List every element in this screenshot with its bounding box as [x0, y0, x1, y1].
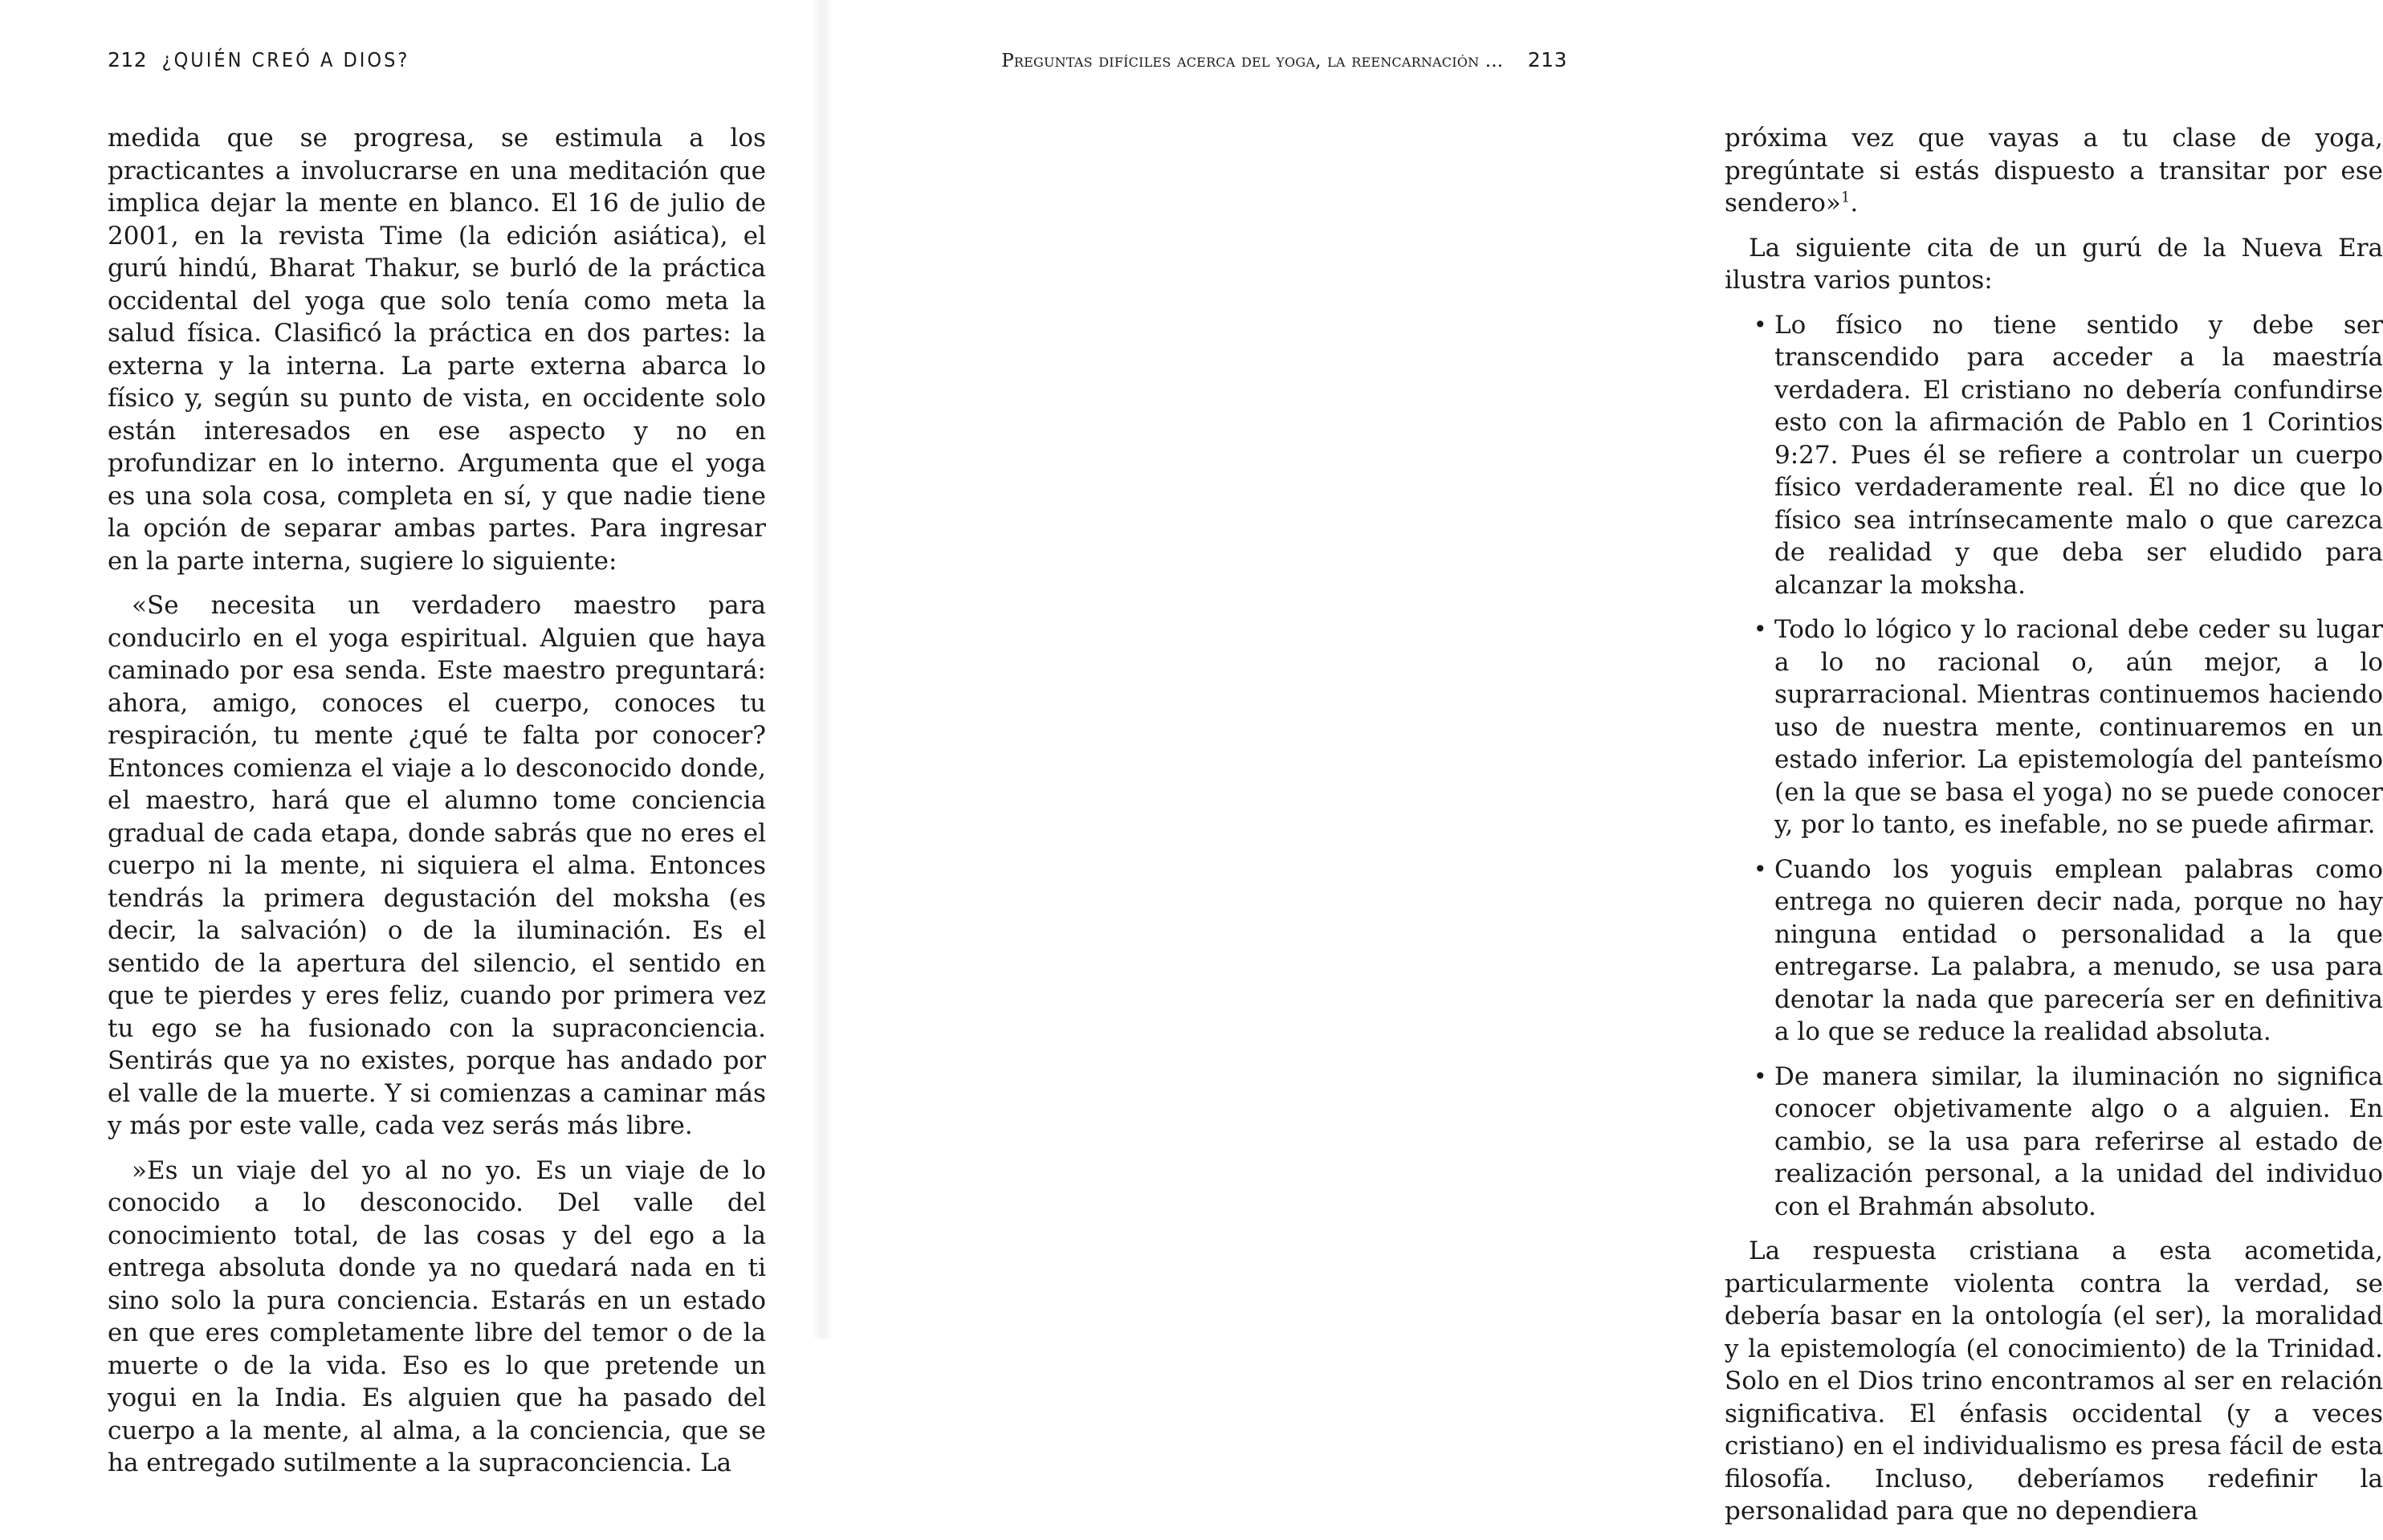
bullet-icon: •	[1754, 1062, 1767, 1090]
right-page	[822, 0, 2383, 1526]
bullet-text-1: Lo físico no tiene sentido y debe ser transcendido para acceder a la maestría verdadera. El cristiano no debería confundirse esto con la afirmación de Pablo en 1 Corintios 9:27. Pues él se refiere a controlar un cuerpo físico verdaderamente real. Él no dice que lo físico sea intrínsecamente malo o que carezca de realidad y que deba ser eludido para alcanzar la moksha.	[1774, 310, 2383, 600]
right-paragraph-2: La siguiente cita de un gurú de la Nueva Era ilustra varios puntos:	[1725, 233, 2383, 295]
left-paragraph-2: «Se necesita un verdadero maestro para conducirlo en el yoga espiritual. Alguien que haya caminado por esa senda. Este maestro preguntará: ahora, amigo, conoces el cuerpo, conoces tu respiración, tu mente ¿qué te falta por conocer? Entonces comienza el viaje a lo desconocido donde, el maestro, hará que el alumno tome conciencia gradual de cada etapa, donde sabrás que no eres el cuerpo ni la mente, ni siquiera el alma. Entonces tendrás la primera degustación del moksha (es decir, la salvación) o de la iluminación. Es el sentido de la apertura del silencio, el sentido en que te pierdes y eres feliz, cuando por primera vez tu ego se ha fusionado con la supraconciencia. Sentirás que ya no existes, porque has andado por el valle de la muerte. Y si comienzas a caminar más y más por este valle, cada vez serás más libre.	[108, 591, 766, 1140]
bullet-icon: •	[1754, 616, 1767, 642]
bullet-icon: •	[1754, 855, 1767, 882]
bullet-icon: •	[1754, 311, 1767, 338]
left-paragraph-1: medida que se progresa, se estimula a los practicantes a involucrarse en una meditación que implica dejar la mente en blanco. El 16 de julio de 2001, en la revista Time (la edición asiática), el gurú hindú, Bharat Thakur, se burló de la práctica occidental del yoga que solo tenía como meta la salud física. Clasificó la práctica en dos partes: la externa y la interna. La parte externa abarca lo físico y, según su punto de vista, en occidente solo están interesados en ese aspecto y no en profundizar en lo interno. Argumenta que el yoga es una sola cosa, completa en sí, y que nadie tiene la opción de separar ambas partes. Para ingresar en la parte interna, sugiere lo siguiente:	[108, 124, 766, 576]
right-paragraph-3: La respuesta cristiana a esta acometida, particularmente violenta contra la verdad, se debería basar en la ontología (el ser), la moralidad y la epistemología (el conocimiento) de la Trinidad. Solo en el Dios trino encontramos al ser en relación significativa. El énfasis occidental (y a veces cristiano) en el individualismo es presa fácil de esta filosofía. Incluso, deberíamos redefinir la personalidad para que no dependiera	[1725, 1236, 2383, 1526]
bullet-list	[1725, 309, 2383, 1224]
list-item	[1725, 613, 2383, 841]
footnote-marker: 1	[1840, 189, 1851, 206]
right-paragraph-1-end: .	[1850, 189, 1859, 218]
left-body-text	[108, 122, 766, 1492]
left-running-header	[108, 48, 409, 71]
left-running-head-title: ¿QUIÉN CREÓ A DIOS?	[161, 48, 410, 71]
bullet-text-4: De manera similar, la iluminación no significa conocer objetivamente algo o a alguien. En cambio, se la usa para referirse al estado de realización personal, a la unidad del individuo con el Brahmán absoluto.	[1774, 1061, 2383, 1221]
left-page	[0, 0, 822, 1477]
bullet-text-2: Todo lo lógico y lo racional debe ceder su lugar a lo no racional o, aún mejor, a lo suprarracional. Mientras continuemos haciendo uso de nuestra mente, continuaremos en un estado inferior. La epistemología del panteísmo (en la que se basa el yoga) no se puede conocer y, por lo tanto, es inefable, no se puede afirmar.	[1774, 615, 2383, 839]
right-running-head-title: Preguntas difíciles acerca del yoga, la reencarnación ...	[1001, 51, 1504, 71]
right-page-number: 213	[1527, 48, 1567, 71]
list-item	[1725, 854, 2383, 1049]
right-paragraph-1-text: próxima vez que vayas a tu clase de yoga, pregúntate si estás dispuesto a transitar por ese sendero»	[1725, 124, 2383, 218]
right-running-header	[1001, 48, 1567, 71]
right-body-text	[1725, 122, 2383, 1540]
list-item	[1725, 309, 2383, 602]
right-paragraph-1	[1725, 122, 2383, 220]
list-item	[1725, 1061, 2383, 1224]
left-paragraph-3: »Es un viaje del yo al no yo. Es un viaje de lo conocido a lo desconocido. Del valle del conocimiento total, de las cosas y del ego a la entrega absoluta donde ya no quedará nada en ti sino solo la pura conciencia. Estarás en un estado en que eres completamente libre del temor o de la muerte o de la vida. Eso es lo que pretende un yogui en la India. Es alguien que ha pasado del cuerpo a la mente, al alma, a la conciencia, que se ha entregado sutilmente a la supraconciencia. La	[108, 1155, 766, 1477]
left-page-number: 212	[108, 48, 148, 71]
bullet-text-3: Cuando los yoguis emplean palabras como entrega no quieren decir nada, porque no hay ninguna entidad o personalidad a la que entregarse. La palabra, a menudo, se usa para denotar la nada que parecería ser en definitiva a lo que se reduce la realidad absoluta.	[1774, 854, 2383, 1046]
